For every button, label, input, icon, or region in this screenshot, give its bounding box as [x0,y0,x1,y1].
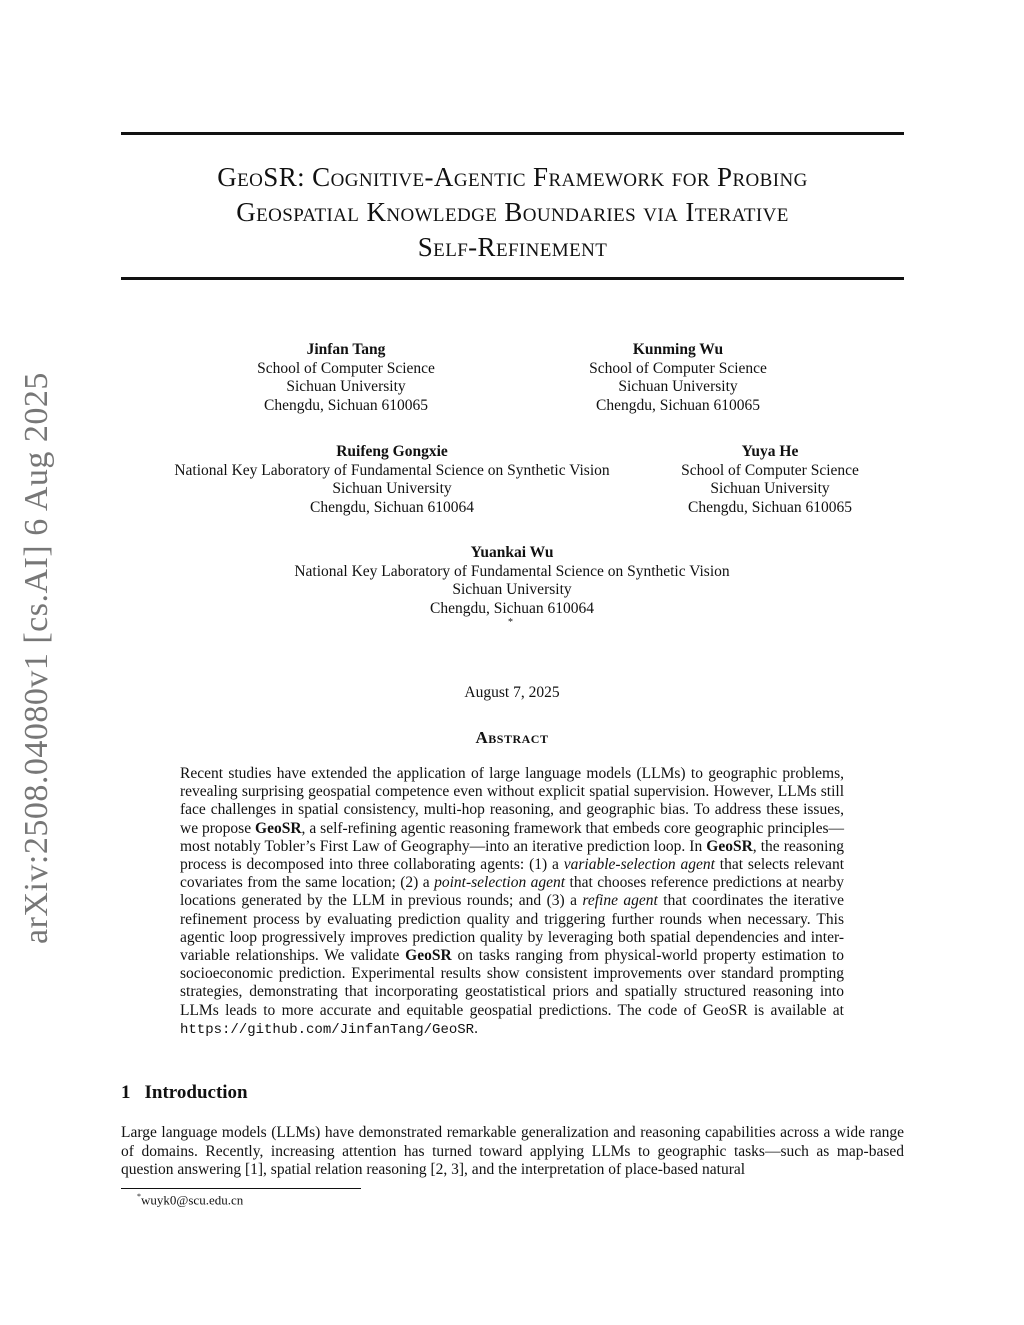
geosr-name: GeoSR [405,947,452,965]
footnote-rule [121,1188,361,1189]
title-line-1: GeoSR: Cognitive-Agentic Framework for Probing [217,162,808,192]
author-block [272,544,752,618]
paper-date: August 7, 2025 [464,684,560,701]
author-affiliation: School of Computer Science [257,359,435,377]
agent-term: refine agent [582,892,658,910]
intro-paragraph: Large language models (LLMs) have demonstrated remarkable generalization and reasoning capabilities across a wide range of domains. Recently, increasing attention has turned toward applying LLMs to geographic tasks—such as map-based question answering [1], spatial relation reasoning [2, 3], and the interpretation of place-based natural [121,1124,904,1178]
section-heading [121,1082,248,1104]
author-name: Ruifeng Gongxie [336,443,448,460]
author-address: Chengdu, Sichuan 610064 [429,599,595,617]
author-university: Sichuan University [286,378,406,395]
author-affiliation: National Key Laboratory of Fundamental Science on Synthetic Vision [174,461,610,479]
author-block [558,341,798,415]
author-address: Chengdu, Sichuan 610065 [687,498,853,516]
author-address: Chengdu, Sichuan 610065 [263,396,429,414]
author-name: Yuankai Wu [470,544,554,561]
footnote-star-mark: * [508,617,513,628]
title-line-3: Self-Refinement [417,232,608,262]
paper-title [121,160,904,265]
author-address: Chengdu, Sichuan 610064 [309,498,475,516]
title-line-2: Geospatial Knowledge Boundaries via Iterative [236,197,789,227]
title-bottom-rule [121,277,904,280]
section-number: 1 [121,1082,131,1103]
title-top-rule [121,132,904,135]
author-block [650,443,890,517]
author-name: Jinfan Tang [306,341,386,358]
footnote [137,1192,243,1208]
author-name: Kunming Wu [632,341,724,358]
author-block [152,443,632,517]
arxiv-side-stamp: arXiv:2508.04080v1 [cs.AI] 6 Aug 2025 [18,372,55,944]
author-affiliation: School of Computer Science [589,359,767,377]
author-university: Sichuan University [332,480,452,497]
code-url-link[interactable]: https://github.com/JinfanTang/GeoSR [180,1021,475,1038]
geosr-name: GeoSR [255,819,302,837]
author-university: Sichuan University [710,480,830,497]
author-affiliation: School of Computer Science [681,461,859,479]
author-name: Yuya He [741,443,799,460]
geosr-name: GeoSR [706,837,753,855]
agent-term: variable-selection agent [563,856,715,874]
abstract-heading: Abstract [475,728,549,747]
section-title: Introduction [144,1082,248,1103]
agent-term: point-selection agent [434,874,566,892]
author-address: Chengdu, Sichuan 610065 [595,396,761,414]
author-university: Sichuan University [618,378,738,395]
author-block [226,341,466,415]
footnote-mark: * [137,1192,141,1201]
footnote-email: wuyk0@scu.edu.cn [141,1192,244,1208]
abstract-body: Recent studies have extended the application of large language models (LLMs) to geographic problems, revealing surprising geospatial competence even without explicit spatial supervision. However, LLMs still face challenges in spatial consistency, multi-hop reasoning, and geographic bias. To address these issues, we propose GeoSR, a self-refining agentic reasoning framework that embeds core geographic principles—most notably Tobler’s First Law of Geography—into an iterative prediction loop. In GeoSR, the reasoning process is decomposed into three collaborating agents: (1) a variable-selection agent that selects relevant covariates from the same location; (2) a point-selection agent that chooses reference predictions at nearby locations generated by the LLM in previous rounds; and (3) a refine agent that coordinates the iterative refinement process by evaluating prediction quality and triggering further rounds when necessary. This agentic loop progressively improves prediction quality by leveraging both spatial dependencies and inter-variable relationships. We validate GeoSR on tasks ranging from physical-world property estimation to socioeconomic prediction. Experimental results show consistent improvements over standard prompting strategies, demonstrating that incorporating geostatistical priors and spatially structured reasoning into LLMs leads to more accurate and equitable geospatial predictions. The code of GeoSR is available at https://github.com/JinfanTang/GeoSR. [180,765,845,1038]
author-university: Sichuan University [452,581,572,598]
author-affiliation: National Key Laboratory of Fundamental Science on Synthetic Vision [294,562,730,580]
